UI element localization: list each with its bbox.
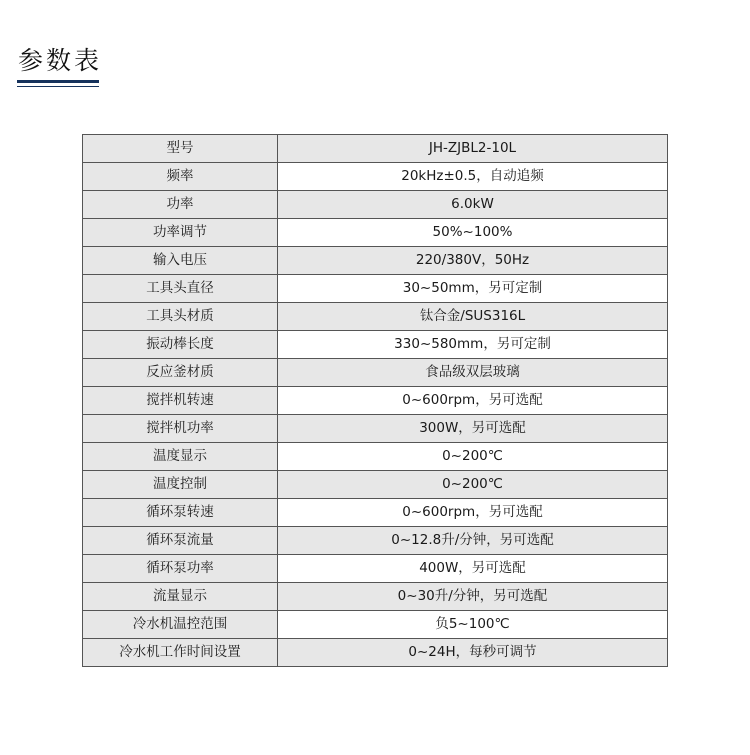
table-row: [83, 387, 668, 415]
page-title: 参数表: [18, 46, 103, 75]
table-row: [83, 499, 668, 527]
table-row: [83, 639, 668, 667]
table-row: [83, 611, 668, 639]
row-value: 0~200℃: [278, 471, 668, 499]
row-value: 330~580mm，另可定制: [278, 331, 668, 359]
row-value: JH-ZJBL2-10L: [278, 135, 668, 163]
row-value: 20kHz±0.5，自动追频: [278, 163, 668, 191]
spec-table: [82, 134, 668, 667]
row-value: 0~12.8升/分钟，另可选配: [278, 527, 668, 555]
row-label: 搅拌机功率: [83, 415, 278, 443]
row-label: 频率: [83, 163, 278, 191]
row-label: 温度控制: [83, 471, 278, 499]
table-row: [83, 275, 668, 303]
row-label: 冷水机工作时间设置: [83, 639, 278, 667]
row-value: 0~600rpm，另可选配: [278, 499, 668, 527]
row-label: 型号: [83, 135, 278, 163]
title-underline-thin: [17, 86, 99, 87]
row-value: 钛合金/SUS316L: [278, 303, 668, 331]
row-value: 0~30升/分钟，另可选配: [278, 583, 668, 611]
table-row: [83, 247, 668, 275]
row-label: 工具头材质: [83, 303, 278, 331]
row-label: 工具头直径: [83, 275, 278, 303]
table-row: [83, 191, 668, 219]
row-label: 流量显示: [83, 583, 278, 611]
row-value: 6.0kW: [278, 191, 668, 219]
row-value: 30~50mm，另可定制: [278, 275, 668, 303]
table-row: [83, 135, 668, 163]
table-row: [83, 415, 668, 443]
row-value: 220/380V，50Hz: [278, 247, 668, 275]
table-row: [83, 359, 668, 387]
row-label: 循环泵功率: [83, 555, 278, 583]
table-row: [83, 219, 668, 247]
table-row: [83, 331, 668, 359]
row-label: 输入电压: [83, 247, 278, 275]
row-value: 300W，另可选配: [278, 415, 668, 443]
row-label: 循环泵流量: [83, 527, 278, 555]
row-label: 反应釜材质: [83, 359, 278, 387]
row-value: 0~200℃: [278, 443, 668, 471]
table-row: [83, 163, 668, 191]
row-value: 0~600rpm，另可选配: [278, 387, 668, 415]
table-row: [83, 471, 668, 499]
table-row: [83, 555, 668, 583]
row-value: 食品级双层玻璃: [278, 359, 668, 387]
row-value: 400W，另可选配: [278, 555, 668, 583]
table-row: [83, 527, 668, 555]
row-value: 负5~100℃: [278, 611, 668, 639]
row-label: 循环泵转速: [83, 499, 278, 527]
table-row: [83, 443, 668, 471]
row-value: 50%~100%: [278, 219, 668, 247]
row-label: 功率调节: [83, 219, 278, 247]
row-value: 0~24H，每秒可调节: [278, 639, 668, 667]
row-label: 温度显示: [83, 443, 278, 471]
row-label: 功率: [83, 191, 278, 219]
table-row: [83, 303, 668, 331]
table-row: [83, 583, 668, 611]
row-label: 搅拌机转速: [83, 387, 278, 415]
row-label: 冷水机温控范围: [83, 611, 278, 639]
title-underline: [17, 80, 99, 83]
row-label: 振动棒长度: [83, 331, 278, 359]
